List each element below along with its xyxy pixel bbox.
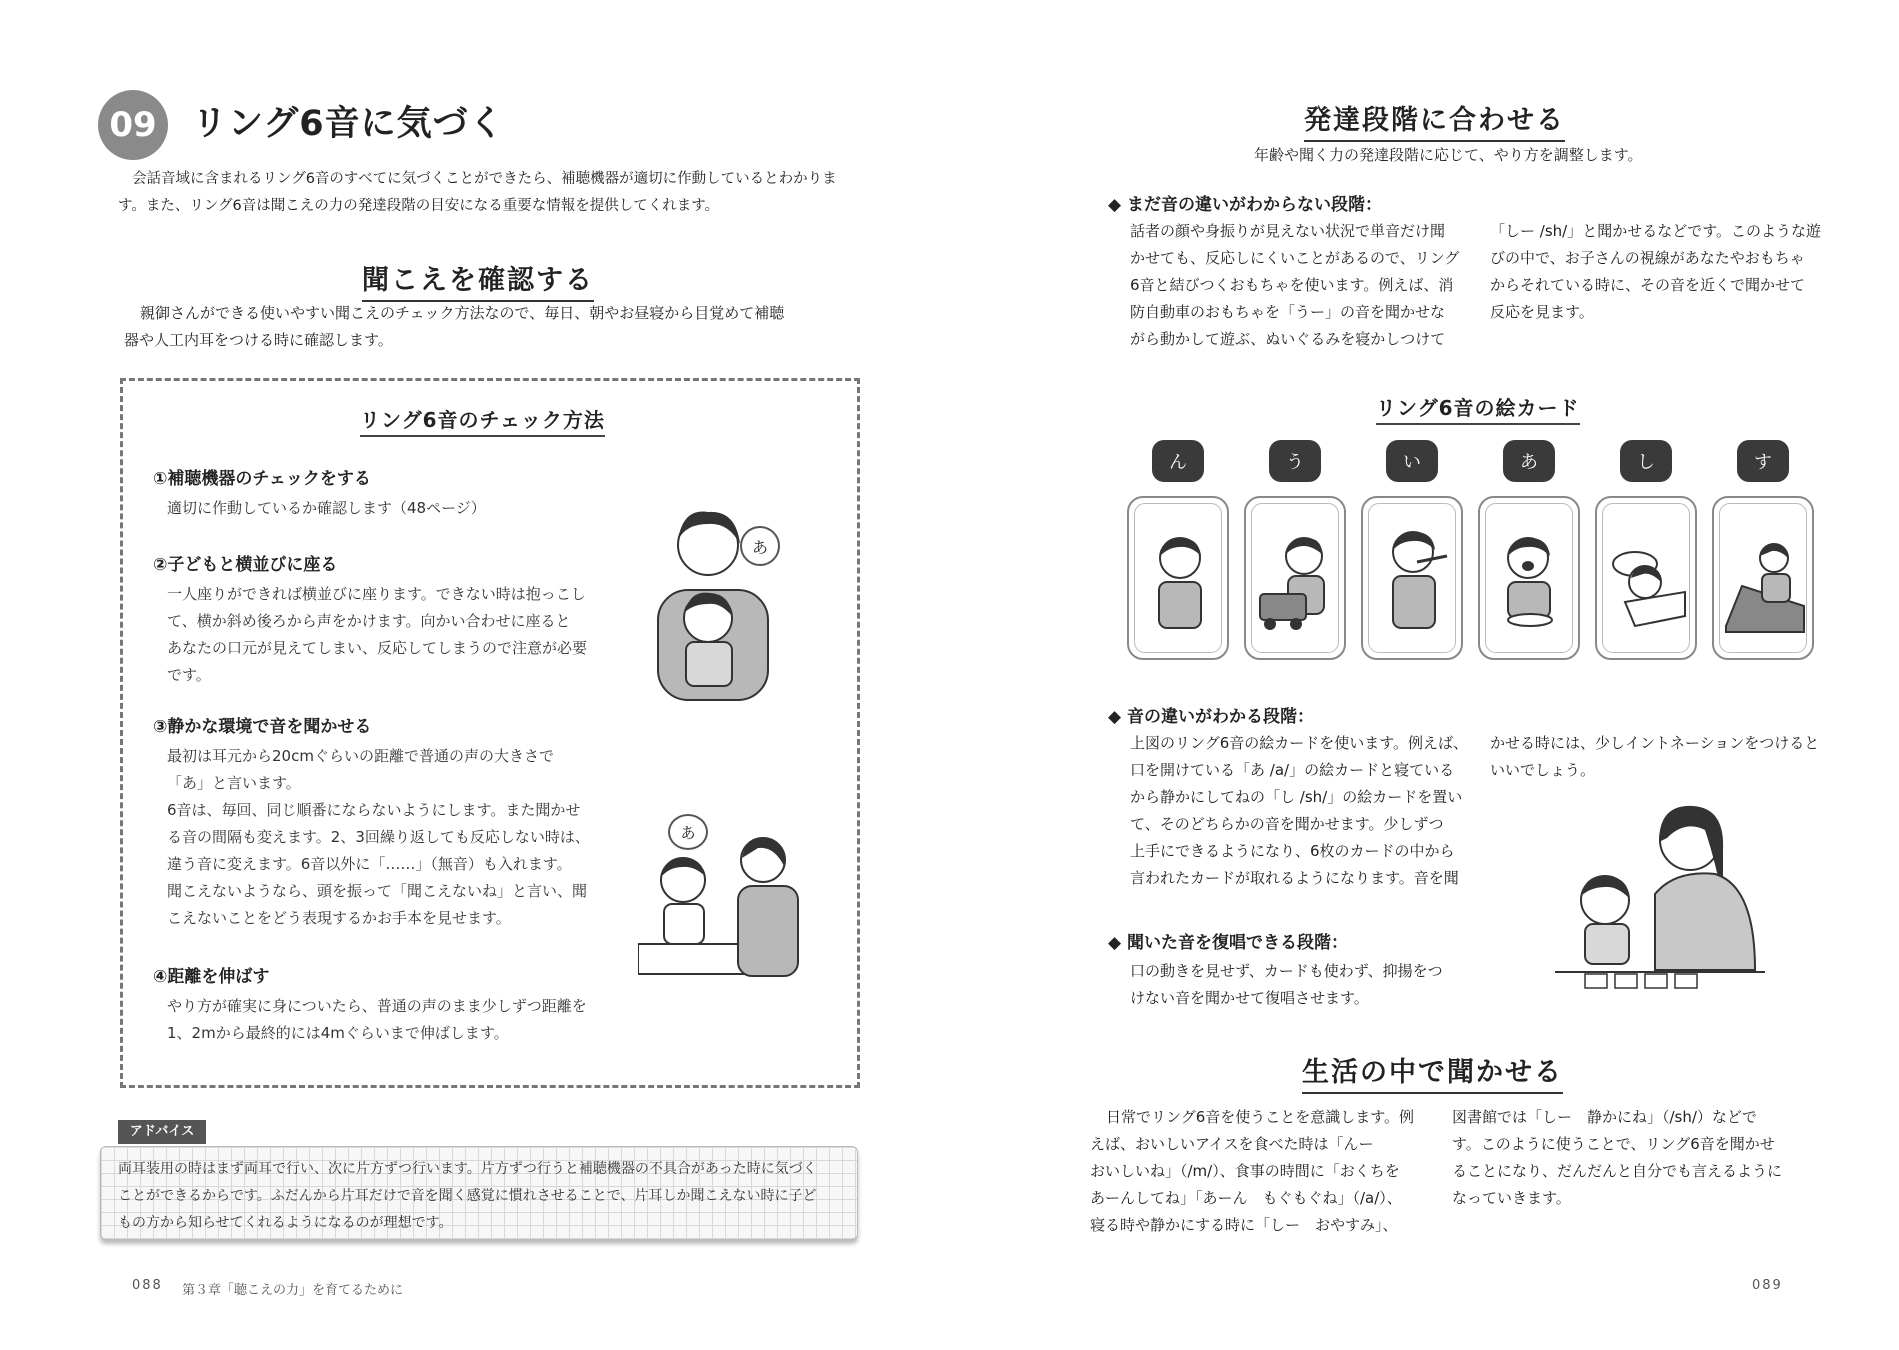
picture-card-a [1478,496,1580,660]
stage-2-col-2 [1490,730,1850,784]
step-3 [153,712,623,932]
step-line: 一人座りができれば横並びに座ります。できない時は抱っこし [167,585,586,603]
stage-line: がら動かして遊ぶ、ぬいぐるみを寝かしつけて [1130,330,1446,348]
check-box-title-text: リング6音のチェック方法 [360,408,605,437]
intro-line: 会話音域に含まれるリング6音のすべてに気づくことができたら、補聴機器が適切に作動しているとわかりま [132,171,837,187]
daily-line: 図書館では「しー 静かにね」（/sh/）などで [1452,1108,1757,1126]
check-intro-line: 器や人工内耳をつける時に確認します。 [124,331,393,349]
advice-line: もの方から知らせてくれるようになるのが理想です。 [118,1215,453,1231]
stage-line: 防自動車のおもちゃを「うー」の音を聞かせな [1130,303,1446,321]
speech-bubble-text: あ [680,823,696,842]
cards-title-text: リング6音の絵カード [1376,396,1580,425]
step-text: 適切に作動しているか確認します（48ページ） [167,499,486,517]
stage-line: かせる時には、少しイントネーションをつけると [1490,734,1820,752]
stage-line: 反応を見ます。 [1490,303,1594,321]
step-1 [153,464,623,522]
sound-chip-u [1269,440,1321,482]
step-text [167,581,623,689]
sound-chip-label: す [1754,452,1772,473]
sound-chip-label: し [1637,452,1655,473]
step-line: です。 [167,666,211,684]
step-text [167,993,623,1047]
section-heading-text: 発達段階に合わせる [1304,105,1565,142]
section-heading-daily [1302,1050,1563,1089]
stage-heading-1: ◆ まだ音の違いがわからない段階： [1108,195,1382,215]
picture-card-shi [1595,496,1697,660]
daily-line: 寝る時や静かにする時に「しー おやすみ」、 [1090,1216,1398,1234]
step-heading: ③静かな環境で音を聞かせる [153,717,372,737]
step-line: 「あ」と言います。 [167,774,301,792]
stage-2-col-1 [1130,730,1480,892]
step-4 [153,962,623,1047]
intro-line: す。また、リング6音は聞こえの力の発達段階の目安になる重要な情報を提供してくれます。 [118,198,720,214]
step-text [167,743,623,932]
sound-chip-a [1503,440,1555,482]
section-number-badge [98,90,168,160]
sound-chip-shi [1620,440,1672,482]
stage-heading-2: ◆ 音の違いがわかる段階： [1108,707,1314,727]
step-line: やり方が確実に身についたら、普通の声のまま少しずつ距離を [167,997,587,1015]
sound-chip-su [1737,440,1789,482]
daily-line: えば、おいしいアイスを食べた時は「んー [1090,1135,1374,1153]
section-number: 09 [109,105,157,145]
stage-line: 6音と結びつくおもちゃを使います。例えば、消 [1130,276,1454,294]
illustration-child-at-table [638,820,813,980]
stage-line: 話者の顔や身振りが見えない状況で単音だけ聞 [1130,222,1446,240]
stage-line: から静かにしてねの「し /sh/」の絵カードを置い [1130,788,1463,806]
page-title: リング6音に気づく [192,104,505,144]
stage-line: て、そのどちらかの音を聞かせます。少しずつ [1130,815,1444,833]
section-heading-stages [1304,98,1565,137]
daily-line: おいしいね」（/m/）、食事の時間に「おくちを [1090,1162,1400,1180]
section-heading-text: 生活の中で聞かせる [1302,1057,1563,1094]
stage-line: かせても、反応しにくいことがあるので、リング [1130,249,1460,267]
check-intro [124,300,864,354]
step-2 [153,550,623,689]
sound-chip-n [1152,440,1204,482]
stage-line: いいでしょう。 [1490,761,1596,779]
stage-1-col-2 [1490,218,1850,326]
sound-chip-label: い [1403,452,1421,473]
advice-line: ことができるからです。ふだんから片耳だけで音を聞く感覚に慣れさせることで、片耳しか聞こえない時に子ど [118,1188,817,1204]
page-number-left: 088 [132,1278,163,1293]
stage-line: 上図のリング6音の絵カードを使います。例えば、 [1130,734,1469,752]
speech-bubble [740,526,780,566]
sound-chip-label: ん [1169,452,1187,473]
advice-label: アドバイス [118,1120,206,1144]
stage-line: 口の動きを見せず、カードも使わず、抑揚をつ [1130,962,1443,980]
step-line: 1、2mから最終的には4mぐらいまで伸ばします。 [167,1024,509,1042]
step-line: あなたの口元が見えてしまい、反応してしまうので注意が必要 [167,639,588,657]
step-line: 最初は耳元から20cmぐらいの距離で普通の声の大きさで [167,747,554,765]
daily-col-1 [1090,1104,1450,1239]
step-line: て、横か斜め後ろから声をかけます。向かい合わせに座ると [167,612,571,630]
step-line: 違う音に変えます。6音以外に「……」（無音）も入れます。 [167,855,572,873]
section-heading-text: 聞こえを確認する [362,265,594,302]
page-number-right: 089 [1752,1278,1783,1293]
daily-line: ることになり、だんだんと自分でも言えるように [1452,1162,1783,1180]
sound-chip-i [1386,440,1438,482]
step-heading: ④距離を伸ばす [153,967,270,987]
daily-line: なっていきます。 [1452,1189,1571,1207]
stage-3-text [1130,958,1480,1012]
sound-chip-label: あ [1520,452,1538,473]
stage-line: けない音を聞かせて復唱させます。 [1130,989,1369,1007]
advice-text [118,1156,848,1237]
picture-card-su [1712,496,1814,660]
stage-heading-3: ◆ 聞いた音を復唱できる段階： [1108,933,1348,953]
section-heading-check [362,258,594,297]
illustration-parent-child-sitting [648,500,798,710]
picture-card-u [1244,496,1346,660]
step-line: 聞こえないようなら、頭を振って「聞こえないね」と言い、聞 [167,882,588,900]
daily-line: あーんしてね」「あーん もぐもぐね」（/a/）、 [1090,1189,1402,1207]
stage-line: 言われたカードが取れるようになります。音を聞 [1130,869,1459,887]
advice-line: 両耳装用の時はまず両耳で行い、次に片方ずつ行います。片方ずつ行うと補聴機器の不具合があった時に気づく [118,1161,817,1177]
daily-line: す。このように使うことで、リング6音を聞かせ [1452,1135,1775,1153]
check-intro-line: 親御さんができる使いやすい聞こえのチェック方法なので、毎日、朝やお昼寝から目覚めて補聴 [140,304,785,322]
daily-col-2 [1452,1104,1832,1212]
speech-bubble-text: あ [751,537,768,557]
step-line: 6音は、毎回、同じ順番にならないようにします。また聞かせ [167,801,581,819]
check-box-title [360,404,605,433]
stage-line: 口を開けている「あ /a/」の絵カードと寝ている [1130,761,1455,779]
sound-chip-label: う [1286,452,1304,473]
stage-1-col-1 [1130,218,1480,353]
intro-paragraph [118,166,868,220]
step-line: こえないことをどう表現するかお手本を見せます。 [167,909,511,927]
chapter-footer: 第３章「聴こえの力」を育てるために [182,1283,404,1298]
section-subtitle: 年齢や聞く力の発達段階に応じて、やり方を調整します。 [1254,146,1643,164]
daily-line: 日常でリング6音を使うことを意識します。例 [1106,1108,1415,1126]
speech-bubble [668,814,708,850]
illustration-parent-child-cards [1555,790,1765,990]
step-line: る音の間隔も変えます。2、3回繰り返しても反応しない時は、 [167,828,590,846]
step-heading: ①補聴機器のチェックをする [153,469,371,489]
step-heading: ②子どもと横並びに座る [153,555,338,575]
stage-line: びの中で、お子さんの視線があなたやおもちゃ [1490,249,1805,267]
picture-card-i [1361,496,1463,660]
picture-card-n [1127,496,1229,660]
stage-line: 上手にできるようになり、6枚のカードの中から [1130,842,1455,860]
cards-title [1376,392,1580,421]
stage-line: からそれている時に、その音を近くで聞かせて [1490,276,1806,294]
stage-line: 「しー /sh/」と聞かせるなどです。このような遊 [1490,222,1821,240]
